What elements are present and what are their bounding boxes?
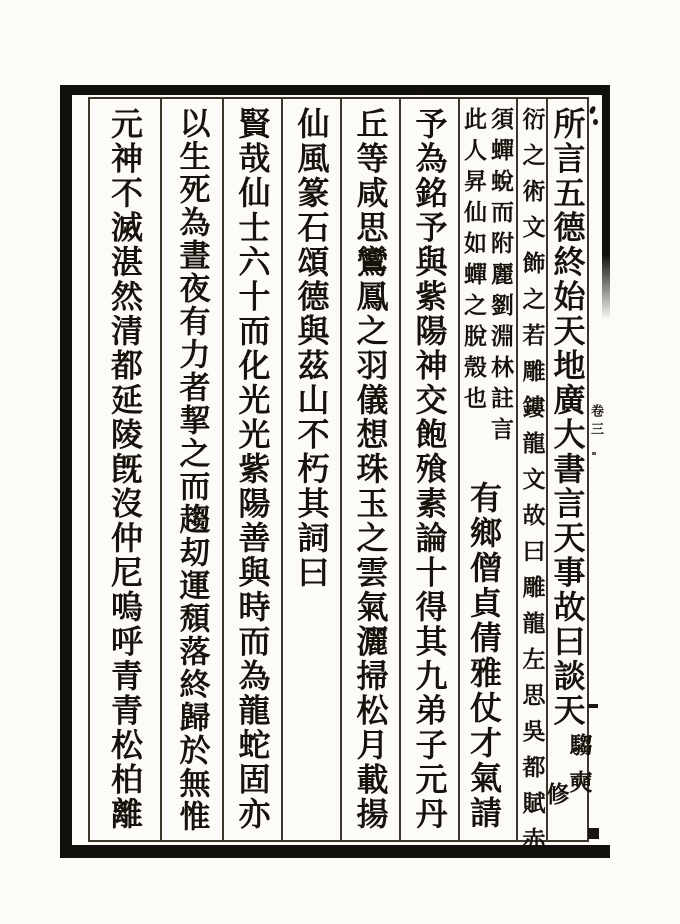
volume-marker: 卷三: [589, 404, 604, 440]
text-column-8: [160, 99, 222, 840]
commentary-line-right: 須蟬蛻而附麗劉淵林註言: [488, 107, 513, 448]
text-column-3: [458, 99, 516, 840]
interlinear-note: [545, 733, 591, 807]
scan-artifact: [593, 119, 598, 125]
scan-artifact: [592, 452, 596, 455]
commentary-line: 衍之術文飾之若雕鏤龍文故曰雕龍左思吳都賦赤: [519, 107, 545, 863]
text-column-4: [399, 99, 458, 840]
column-main-text: 以生死為晝夜有力者挈之而趨刧運頹落終歸於無惟: [174, 107, 210, 833]
column-main-text: 所言五德終始天地廣大書言天事故曰談天: [549, 107, 586, 728]
column-main-text: 賢哉仙士六十而化光光紫陽善與時而為龍蛇固亦: [234, 107, 271, 832]
column-main-text: 有鄉僧貞倩雅仗才氣請: [466, 481, 502, 831]
interlinear-note-right: 騶奭: [566, 733, 592, 807]
text-column-5: [340, 99, 399, 840]
column-main-text: 予為銘予與紫陽神交飽飱素論十得其九弟子元丹: [411, 107, 448, 832]
text-column-2-commentary: [516, 99, 546, 863]
text-column-1: [543, 99, 592, 840]
text-column-7: [222, 99, 281, 840]
scan-artifact: [588, 704, 598, 708]
column-main-text: 丘等咸思鸞鳳之羽儀想珠玉之雲氣灑掃松月載揚: [352, 107, 389, 832]
scan-artifact: [417, 88, 421, 91]
column-main-text: 仙風篆石頌德與茲山不朽其詞曰: [293, 107, 330, 590]
text-grid: [88, 97, 592, 863]
page-border-right-worn: [602, 85, 610, 320]
column-main-text: 元神不滅湛然清都延陵旣沒仲尼嗚呼青青松柏離: [107, 107, 143, 832]
interlinear-note-left: 修: [543, 782, 569, 805]
text-column-6: [281, 99, 340, 840]
scan-artifact: [588, 828, 599, 839]
text-column-9: [90, 99, 160, 840]
commentary-line-left: 此人昇仙如蟬之脫殼也: [461, 107, 486, 417]
